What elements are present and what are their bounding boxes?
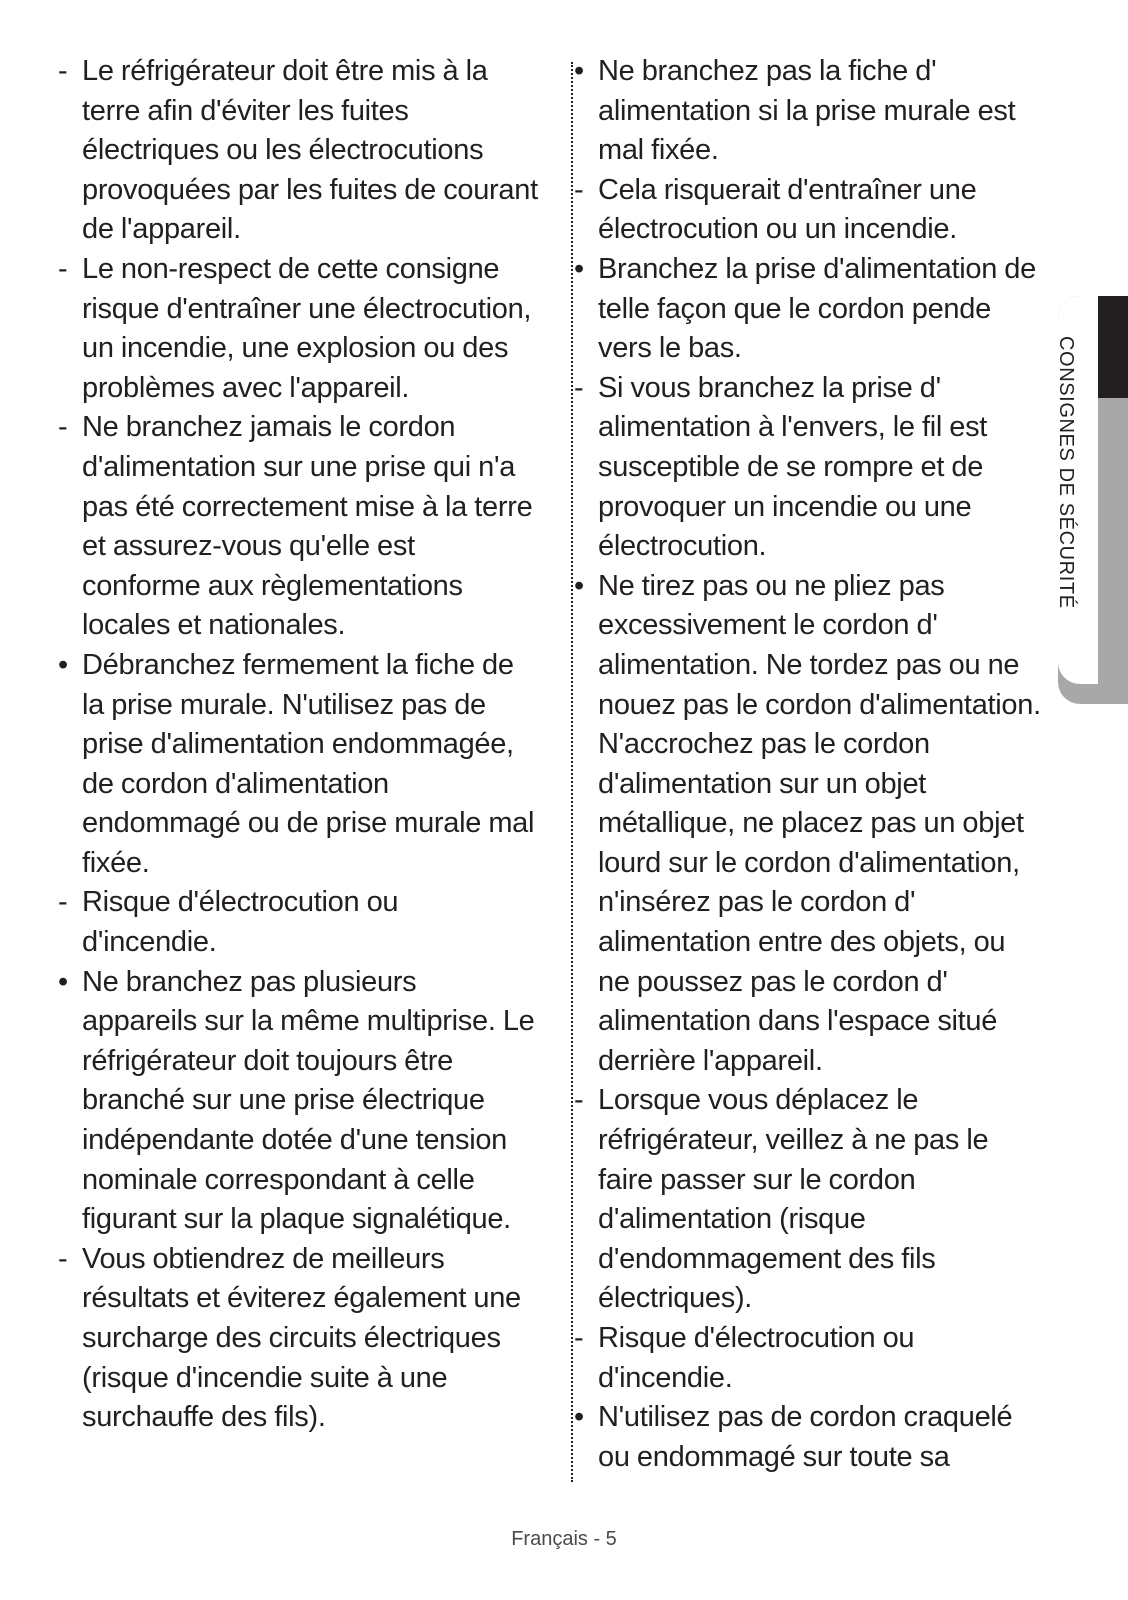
- left-column: [58, 52, 538, 1438]
- list-item: - Le non-respect de cette consigne risque d'entraîner une électrocution, un incendie, une explosion ou des problèmes avec l'appareil.: [58, 252, 532, 404]
- list-item: - Le réfrigérateur doit être mis à la terre afin d'éviter les fuites électriques ou les électrocutions provoquées par les fuites de courant de l'appareil.: [58, 55, 538, 246]
- list-item: - Risque d'électrocution ou d'incendie.: [58, 886, 399, 959]
- item-text: Le non-respect de cette consigne risque d'entraîner une électrocution, un incendie, une explosion ou des problèmes avec l'appareil.: [82, 252, 532, 404]
- list-item: - Ne branchez jamais le cordon d'alimentation sur une prise qui n'a pas été correctement mise à la terre et assurez-vous qu'elle est conforme aux règlementations locales et nationales.: [58, 411, 533, 642]
- list-item: • Ne branchez pas la fiche d' alimentation si la prise murale est mal fixée.: [574, 55, 1016, 167]
- item-text: Si vous branchez la prise d' alimentation à l'envers, le fil est susceptible de se rompre et de provoquer un incendie ou une électrocution.: [598, 371, 988, 563]
- item-text: Cela risquerait d'entraîner une électrocution ou un incendie.: [598, 173, 977, 246]
- right-column: [574, 52, 1044, 1477]
- list-item: - Si vous branchez la prise d' alimentation à l'envers, le fil est susceptible de se rompre et de provoquer un incendie ou une électrocution.: [574, 371, 988, 563]
- list-item: - Risque d'électrocution ou d'incendie.: [574, 1322, 915, 1394]
- item-text: Le réfrigérateur doit être mis à la terre afin d'éviter les fuites électriques ou les électrocutions provoquées par les fuites de courant de l'appareil.: [82, 55, 538, 246]
- list-item: - Vous obtiendrez de meilleurs résultats et éviterez également une surcharge des circuits électriques (risque d'incendie suite à une surchauffe des fils).: [58, 1242, 521, 1434]
- list-item: - Lorsque vous déplacez le réfrigérateur, veillez à ne pas le faire passer sur le cordon d'alimentation (risque d'endommagement des fils électriques).: [574, 1084, 989, 1315]
- page-footer: Français - 5: [511, 1528, 617, 1550]
- column-divider: [571, 62, 573, 1482]
- list-item: - Cela risquerait d'entraîner une électrocution ou un incendie.: [574, 173, 977, 246]
- item-text: Branchez la prise d'alimentation de telle façon que le cordon pende vers le bas.: [598, 252, 1036, 365]
- item-text: Risque d'électrocution ou d'incendie.: [598, 1322, 915, 1394]
- item-text: Débranchez fermement la fiche de la prise murale. N'utilisez pas de prise d'alimentation endommagée, de cordon d'alimentation endommagé ou de prise murale mal fixée.: [82, 648, 535, 879]
- item-text: Risque d'électrocution ou d'incendie.: [82, 886, 399, 959]
- section-tab-label: CONSIGNES DE SÉCURITÉ: [1055, 336, 1077, 609]
- item-text: Ne branchez pas plusieurs appareils sur la même multiprise. Le réfrigérateur doit toujours être branché sur une prise électrique indépendante dotée d'une tension nominale correspondant à celle figurant sur la plaque signalétique.: [82, 965, 535, 1236]
- item-text: Lorsque vous déplacez le réfrigérateur, veillez à ne pas le faire passer sur le cordon d'alimentation (risque d'endommagement des fils électriques).: [598, 1084, 989, 1315]
- list-item: • N'utilisez pas de cordon craquelé ou endommagé sur toute sa: [574, 1401, 1013, 1473]
- item-text: Ne branchez pas la fiche d' alimentation si la prise murale est mal fixée.: [598, 55, 1016, 167]
- item-text: N'utilisez pas de cordon craquelé ou endommagé sur toute sa: [598, 1401, 1013, 1473]
- list-item: • Ne branchez pas plusieurs appareils sur la même multiprise. Le réfrigérateur doit toujours être branché sur une prise électrique indépendante dotée d'une tension nominale correspondant à celle figurant sur la plaque signalétique.: [58, 965, 535, 1236]
- list-item: • Débranchez fermement la fiche de la prise murale. N'utilisez pas de prise d'alimentation endommagée, de cordon d'alimentation endommagé ou de prise murale mal fixée.: [58, 648, 535, 879]
- item-text: Ne branchez jamais le cordon d'alimentation sur une prise qui n'a pas été correctement mise à la terre et assurez-vous qu'elle est conforme aux règlementations locales et nationales.: [82, 411, 533, 642]
- item-text: Vous obtiendrez de meilleurs résultats et éviterez également une surcharge des circuits électriques (risque d'incendie suite à une surchauffe des fils).: [82, 1242, 521, 1434]
- section-tab-marker: [1098, 296, 1128, 398]
- item-text: Ne tirez pas ou ne pliez pas excessivement le cordon d' alimentation. Ne tordez pas ou ne nouez pas le cordon d'alimentation. N'accrochez pas le cordon d'alimentation sur un objet métallique, ne placez pas un objet lourd sur le cordon d'alimentation, n'insérez pas le cordon d' alimentation entre des objets, ou ne poussez pas le cordon d' alimentation dans l'espace situé derrière l'appareil.: [598, 569, 1041, 1077]
- list-item: • Branchez la prise d'alimentation de telle façon que le cordon pende vers le bas.: [574, 252, 1036, 365]
- list-item: • Ne tirez pas ou ne pliez pas excessivement le cordon d' alimentation. Ne tordez pas ou ne nouez pas le cordon d'alimentation. N'accrochez pas le cordon d'alimentation sur un objet métallique, ne placez pas un objet lourd sur le cordon d'alimentation, n'insérez pas le cordon d' alimentation entre des objets, ou ne poussez pas le cordon d' alimentation dans l'espace situé derrière l'appareil.: [574, 569, 1041, 1077]
